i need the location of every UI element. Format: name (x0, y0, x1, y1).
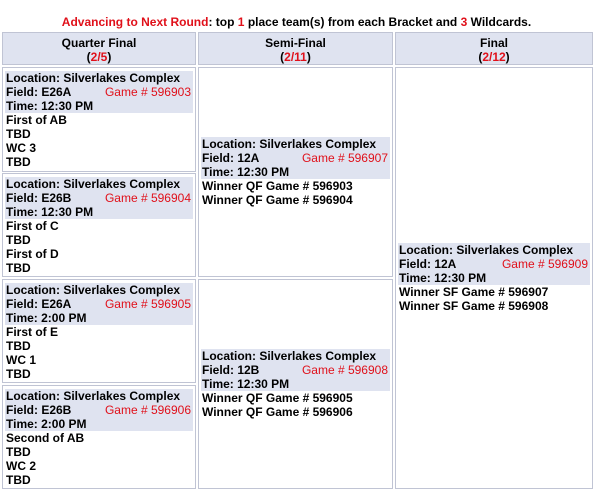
game-number: Game # 596907 (301, 151, 388, 165)
game-location: Location: Silverlakes Complex (6, 71, 181, 85)
game-card-596905 (5, 283, 193, 381)
notice-text: : top (208, 15, 238, 29)
notice-label: Advancing to Next Round (61, 15, 209, 29)
game-field-row (5, 403, 193, 417)
game-info (5, 177, 193, 219)
game-time: Time: 12:30 PM (202, 377, 290, 391)
bracket-cell-qf1 (2, 67, 196, 172)
team-slot: Winner QF Game # 596906 (202, 405, 353, 419)
game-field-row (201, 363, 390, 377)
bracket-cell-qf2 (2, 173, 196, 277)
team-slot: TBD (6, 445, 31, 459)
game-time: Time: 12:30 PM (6, 205, 94, 219)
round-date: (2/11) (280, 50, 311, 64)
game-field: Field: 12A (399, 257, 457, 271)
team-slot: Second of AB (6, 431, 85, 445)
advancement-notice (0, 14, 593, 30)
game-field: Field: E26B (6, 191, 72, 205)
team-slot: First of AB (6, 113, 67, 127)
game-number: Game # 596904 (104, 191, 191, 205)
game-field: Field: 12B (202, 363, 260, 377)
game-field-row (5, 191, 193, 205)
bracket-cell-final (395, 67, 593, 489)
team-slot: TBD (6, 339, 31, 353)
notice-place-count: 1 (237, 15, 245, 29)
game-info (5, 389, 193, 431)
game-time: Time: 2:00 PM (6, 417, 87, 431)
game-info (5, 71, 193, 113)
notice-text: place team(s) from each Bracket and (244, 15, 461, 29)
game-time: Time: 12:30 PM (399, 271, 487, 285)
game-card-596903 (5, 71, 193, 169)
team-slot: First of D (6, 247, 59, 261)
game-number: Game # 596909 (501, 257, 588, 271)
round-date: (2/5) (86, 50, 112, 64)
game-info (201, 137, 390, 179)
game-card-596908 (201, 349, 390, 419)
bracket-cell-qf3 (2, 279, 196, 383)
game-field-row (5, 297, 193, 311)
game-field: Field: E26A (6, 297, 72, 311)
game-location: Location: Silverlakes Complex (6, 389, 181, 403)
team-slot: TBD (6, 261, 31, 275)
round-title: Semi-Final (265, 36, 326, 50)
bracket-cell-qf4 (2, 385, 196, 489)
team-slot: TBD (6, 473, 31, 487)
team-slot: TBD (6, 233, 31, 247)
team-slot: First of E (6, 325, 59, 339)
team-slot: TBD (6, 127, 31, 141)
game-number: Game # 596905 (104, 297, 191, 311)
game-field-row (201, 151, 390, 165)
notice-text: Wildcards. (467, 15, 532, 29)
game-location: Location: Silverlakes Complex (6, 177, 181, 191)
team-slot: Winner QF Game # 596904 (202, 193, 353, 207)
game-time: Time: 12:30 PM (202, 165, 290, 179)
game-location: Location: Silverlakes Complex (6, 283, 181, 297)
bracket-cell-sf1 (198, 67, 393, 277)
round-header-quarter-final (2, 32, 196, 65)
game-time: Time: 2:00 PM (6, 311, 87, 325)
game-field: Field: E26B (6, 403, 72, 417)
team-slot: WC 2 (6, 459, 36, 473)
game-location: Location: Silverlakes Complex (399, 243, 574, 257)
team-slot: TBD (6, 155, 31, 169)
team-slot: WC 3 (6, 141, 36, 155)
game-info (201, 349, 390, 391)
game-field: Field: E26A (6, 85, 72, 99)
game-location: Location: Silverlakes Complex (202, 137, 377, 151)
game-card-596906 (5, 389, 193, 487)
game-info (5, 283, 193, 325)
team-slot: TBD (6, 367, 31, 381)
team-slot: WC 1 (6, 353, 36, 367)
bracket-cell-sf2 (198, 279, 393, 489)
round-header-semi-final (198, 32, 393, 65)
game-location: Location: Silverlakes Complex (202, 349, 377, 363)
round-title: Quarter Final (61, 36, 137, 50)
round-header-final (395, 32, 593, 65)
game-number: Game # 596903 (104, 85, 191, 99)
team-slot: First of C (6, 219, 59, 233)
game-field: Field: 12A (202, 151, 260, 165)
game-field-row (5, 85, 193, 99)
game-number: Game # 596906 (104, 403, 191, 417)
round-date: (2/12) (478, 50, 510, 64)
round-title: Final (479, 36, 508, 50)
game-info (398, 243, 590, 285)
team-slot: Winner QF Game # 596903 (202, 179, 353, 193)
game-card-596909 (398, 243, 590, 313)
game-card-596907 (201, 137, 390, 207)
game-time: Time: 12:30 PM (6, 99, 94, 113)
game-field-row (398, 257, 590, 271)
game-card-596904 (5, 177, 193, 275)
team-slot: Winner SF Game # 596907 (399, 285, 549, 299)
team-slot: Winner SF Game # 596908 (399, 299, 549, 313)
notice-wildcard-count: 3 (460, 15, 468, 29)
game-number: Game # 596908 (301, 363, 388, 377)
team-slot: Winner QF Game # 596905 (202, 391, 353, 405)
